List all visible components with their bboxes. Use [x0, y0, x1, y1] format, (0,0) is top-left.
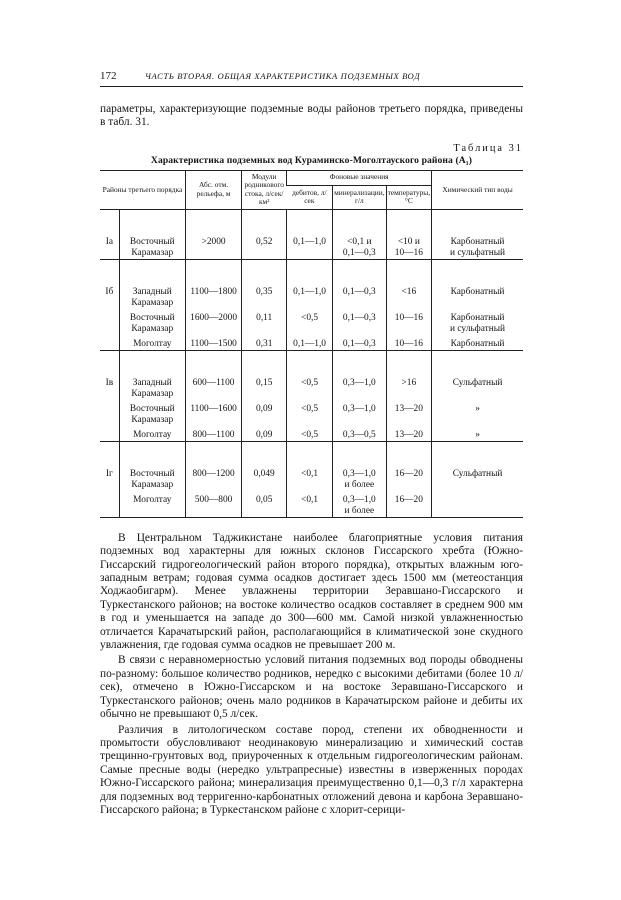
cell-line: [289, 506, 330, 517]
cell-line: <0,1 и: [347, 236, 372, 247]
cell-line: [188, 389, 239, 400]
cell-line: [188, 506, 239, 517]
group-id-cell: [100, 378, 119, 442]
cell-line: Карамазар: [131, 297, 174, 308]
cell-line: 0,3—0,5: [342, 429, 376, 440]
cell-line: Карамазар: [131, 479, 174, 490]
table-label: Таблица 31: [453, 142, 523, 154]
cell-line: 500—800: [194, 494, 233, 505]
running-head: [100, 68, 523, 87]
region-cell: [119, 287, 185, 351]
cell-line: 0,1—0,3: [342, 286, 376, 297]
cell-line: 800—1100: [192, 429, 235, 440]
mineralization-cell: [333, 287, 386, 351]
table-row: [100, 287, 523, 351]
mineralization-cell: [333, 469, 386, 518]
region-cell: [119, 237, 185, 260]
cell-line: [434, 415, 521, 426]
cell-line: [389, 298, 430, 309]
cell-line: Сульфатный: [452, 468, 503, 479]
cell-line: [244, 324, 284, 335]
cell-line: 0,52: [255, 236, 273, 247]
cell-line: [335, 389, 383, 400]
group-id: Ia: [105, 236, 113, 247]
cell-line: [188, 298, 239, 309]
body-paragraph: В Центральном Таджикистане наиболее благоприятные условия питания подземных вод характерны для южных склонов Гиссарского хребта (Южно-Гиссарский гидрогеологический район второго порядка), открытых влажным юго-западным ветрам; годовая сумма осадков достигает здесь 1500 мм (метеостанция Ходжаобигарм). Менее увлажнены территории Зеравшано-Гиссарского и Туркестанского районов; на востоке количество осадков составляет в среднем 900 мм в год и уменьшается на западе до 300—600 мм. Самой низкой увлажненностью отличается Карачатырский район, располагающийся в климатической зоне скудного увлажнения, где годовая сумма осадков не превышает 200 м.: [100, 531, 523, 652]
cell-line: 16—20: [394, 494, 423, 505]
cell-line: [244, 506, 284, 517]
discharge-cell: [287, 469, 333, 518]
page-number: 172: [100, 70, 117, 82]
body-paragraph: Различия в литологическом составе пород, степени их обводненности и промытости обусловливают неодинаковую минерализацию и химический состав трещинно-грунтовых вод, приуроченных к отдельным гидрогеологическим районам. Самые пресные воды (нередко ультрапресные) известны в изверженных породах Южно-Гиссарского района; минерализация преимущественно 0,1—0,3 г/л характерна для подземных вод терригенно-карбонатных отложений девона и карбона Зеравшано-Гиссарского района; в Туркестанском районе с хлорит-серици-: [100, 723, 523, 816]
body-text: [100, 532, 523, 818]
header-discharge: дебитов, л/сек: [287, 185, 333, 209]
cell-line: [335, 298, 383, 309]
cell-line: Карбонатный: [450, 312, 505, 323]
cell-line: 0,15: [255, 377, 273, 388]
intro-paragraph: параметры, характеризующие подземные воды районов третьего порядка, приведены в табл. 31.: [100, 103, 523, 129]
cell-line: Западный: [132, 377, 172, 388]
group-id-cell: [100, 287, 119, 351]
cell-line: 0,11: [256, 312, 273, 323]
cell-line: [244, 480, 284, 491]
cell-line: [244, 389, 284, 400]
cell-line: Восточный: [129, 312, 175, 323]
cell-line: 0,3—1,0: [342, 468, 376, 479]
cell-line: Карбонатный: [450, 236, 505, 247]
cell-line: 1100—1500: [190, 338, 237, 349]
cell-line: >16: [401, 377, 417, 388]
group-id-cell: [100, 237, 119, 260]
temperature-cell: [386, 237, 432, 260]
group-id: Iб: [105, 286, 114, 297]
cell-line: 10—16: [394, 312, 423, 323]
cell-line: Карамазар: [131, 388, 174, 399]
cell-line: и более: [344, 505, 375, 516]
cell-line: 0,09: [255, 403, 273, 414]
cell-line: [244, 248, 284, 259]
cell-line: [389, 480, 430, 491]
groundwater-table: [100, 170, 523, 518]
cell-line: [289, 298, 330, 309]
cell-line: [389, 324, 430, 335]
header-chemical-type: Химический тип воды: [432, 170, 523, 209]
running-title: ЧАСТЬ ВТОРАЯ. ОБЩАЯ ХАРАКТЕРИСТИКА ПОДЗЕМНЫХ ВОД: [145, 71, 421, 81]
chemical-type-cell: [432, 287, 523, 351]
temperature-cell: [386, 469, 432, 518]
cell-line: 0,049: [253, 468, 275, 479]
cell-line: <16: [401, 286, 417, 297]
modulus-cell: [242, 287, 287, 351]
cell-line: Карбонатный: [450, 286, 505, 297]
cell-line: и более: [344, 479, 375, 490]
cell-line: 1600—2000: [190, 312, 238, 323]
cell-line: 16—20: [394, 468, 423, 479]
cell-line: [244, 298, 284, 309]
cell-line: [434, 506, 521, 517]
cell-line: Восточный: [129, 403, 175, 414]
cell-line: Восточный: [129, 236, 175, 247]
group-id-cell: [100, 469, 119, 518]
page-content: [100, 68, 523, 817]
cell-line: >2000: [201, 236, 226, 247]
cell-line: и сульфатный: [450, 247, 506, 258]
cell-line: Карамазар: [131, 414, 174, 425]
cell-line: <0,5: [301, 377, 319, 388]
header-background-values: Фоновые значения: [287, 170, 432, 185]
cell-line: [434, 480, 521, 491]
cell-line: Карамазар: [131, 247, 174, 258]
cell-line: 600—1100: [192, 377, 235, 388]
chemical-type-cell: [432, 378, 523, 442]
cell-line: [289, 415, 330, 426]
cell-line: [188, 324, 239, 335]
discharge-cell: [287, 237, 333, 260]
cell-line: <0,5: [301, 429, 319, 440]
region-cell: [119, 469, 185, 518]
temperature-cell: [386, 378, 432, 442]
cell-line: [188, 248, 239, 259]
modulus-cell: [242, 378, 287, 442]
cell-line: <0,5: [301, 312, 319, 323]
cell-line: 0,1—1,0: [293, 236, 326, 247]
chemical-type-cell: [432, 237, 523, 260]
cell-line: [389, 506, 430, 517]
cell-line: Карамазар: [131, 323, 174, 334]
cell-line: 0,1—1,0: [293, 338, 326, 349]
cell-line: и сульфатный: [450, 323, 506, 334]
chemical-type-cell: [432, 469, 523, 518]
group-id: Iв: [105, 377, 114, 388]
body-paragraph: В связи с неравномерностью условий питания подземных вод породы обводнены по-разному: большое количество родников, нередко с высокими дебитами (более 10 л/сек), отмечено в Южно-Гиссарском и на востоке Зеравшано-Гиссарского и Туркестанского районов; очень мало родников в Карачатырском районе и дебиты их обычно не превышают 0,5 л/сек.: [100, 654, 523, 721]
cell-line: [188, 480, 239, 491]
region-cell: [119, 378, 185, 442]
cell-line: [434, 389, 521, 400]
header-region: Районы третьего порядка: [100, 170, 185, 209]
cell-line: <0,5: [301, 403, 319, 414]
cell-line: [289, 389, 330, 400]
table-row: [100, 378, 523, 442]
cell-line: 0,05: [255, 494, 273, 505]
elevation-cell: [185, 287, 241, 351]
cell-line: 13—20: [394, 403, 423, 414]
cell-line: Западный: [132, 286, 172, 297]
cell-line: [122, 506, 183, 517]
table-row: [100, 237, 523, 260]
cell-line: 1100—1600: [190, 403, 237, 414]
cell-line: 10—16: [394, 247, 423, 258]
cell-line: [289, 480, 330, 491]
header-mineralization: минерализации, г/л: [333, 185, 386, 209]
elevation-cell: [185, 378, 241, 442]
cell-line: 800—1200: [192, 468, 235, 479]
cell-line: [389, 415, 430, 426]
cell-line: 1100—1800: [190, 286, 237, 297]
discharge-cell: [287, 287, 333, 351]
cell-line: »: [475, 429, 480, 440]
header-modulus: Модули родникового стока, л/сек/км²: [242, 170, 287, 209]
elevation-cell: [185, 237, 241, 260]
temperature-cell: [386, 287, 432, 351]
table-title: Характеристика подземных вод Кураминско-Моголтауского района (А₁): [150, 154, 473, 166]
cell-line: 0,1—0,3: [342, 338, 376, 349]
cell-line: [434, 495, 521, 506]
cell-line: 0,3—1,0: [342, 403, 376, 414]
modulus-cell: [242, 469, 287, 518]
elevation-cell: [185, 469, 241, 518]
cell-line: 13—20: [394, 429, 423, 440]
mineralization-cell: [333, 378, 386, 442]
cell-line: Моголтау: [133, 494, 172, 505]
cell-line: [434, 298, 521, 309]
cell-line: [244, 415, 284, 426]
cell-line: 10—16: [394, 338, 423, 349]
table-row: [100, 469, 523, 518]
group-id: Iг: [105, 468, 113, 479]
table-body: [100, 209, 523, 517]
cell-line: [188, 415, 239, 426]
cell-line: »: [475, 403, 480, 414]
cell-line: Моголтау: [133, 429, 172, 440]
cell-line: 0,1—1,0: [293, 286, 326, 297]
discharge-cell: [287, 378, 333, 442]
cell-line: [389, 389, 430, 400]
cell-line: Карбонатный: [450, 338, 505, 349]
cell-line: [335, 415, 383, 426]
cell-line: 0,3—1,0: [342, 377, 376, 388]
cell-line: [289, 324, 330, 335]
cell-line: [289, 248, 330, 259]
header-elevation: Абс. отм. рельефа, м: [185, 170, 241, 209]
cell-line: [335, 324, 383, 335]
cell-line: 0,09: [255, 429, 273, 440]
cell-line: Восточный: [129, 468, 175, 479]
cell-line: <0,1: [301, 468, 319, 479]
mineralization-cell: [333, 237, 386, 260]
cell-line: <10 и: [397, 236, 420, 247]
cell-line: 0,31: [255, 338, 273, 349]
cell-line: Моголтау: [133, 338, 172, 349]
cell-line: <0,1: [301, 494, 319, 505]
cell-line: 0,1—0,3: [342, 247, 376, 258]
header-temperature: температуры, °C: [386, 185, 432, 209]
cell-line: Сульфатный: [452, 377, 503, 388]
cell-line: 0,35: [255, 286, 273, 297]
modulus-cell: [242, 237, 287, 260]
cell-line: 0,1—0,3: [342, 312, 376, 323]
cell-line: 0,3—1,0: [342, 494, 376, 505]
